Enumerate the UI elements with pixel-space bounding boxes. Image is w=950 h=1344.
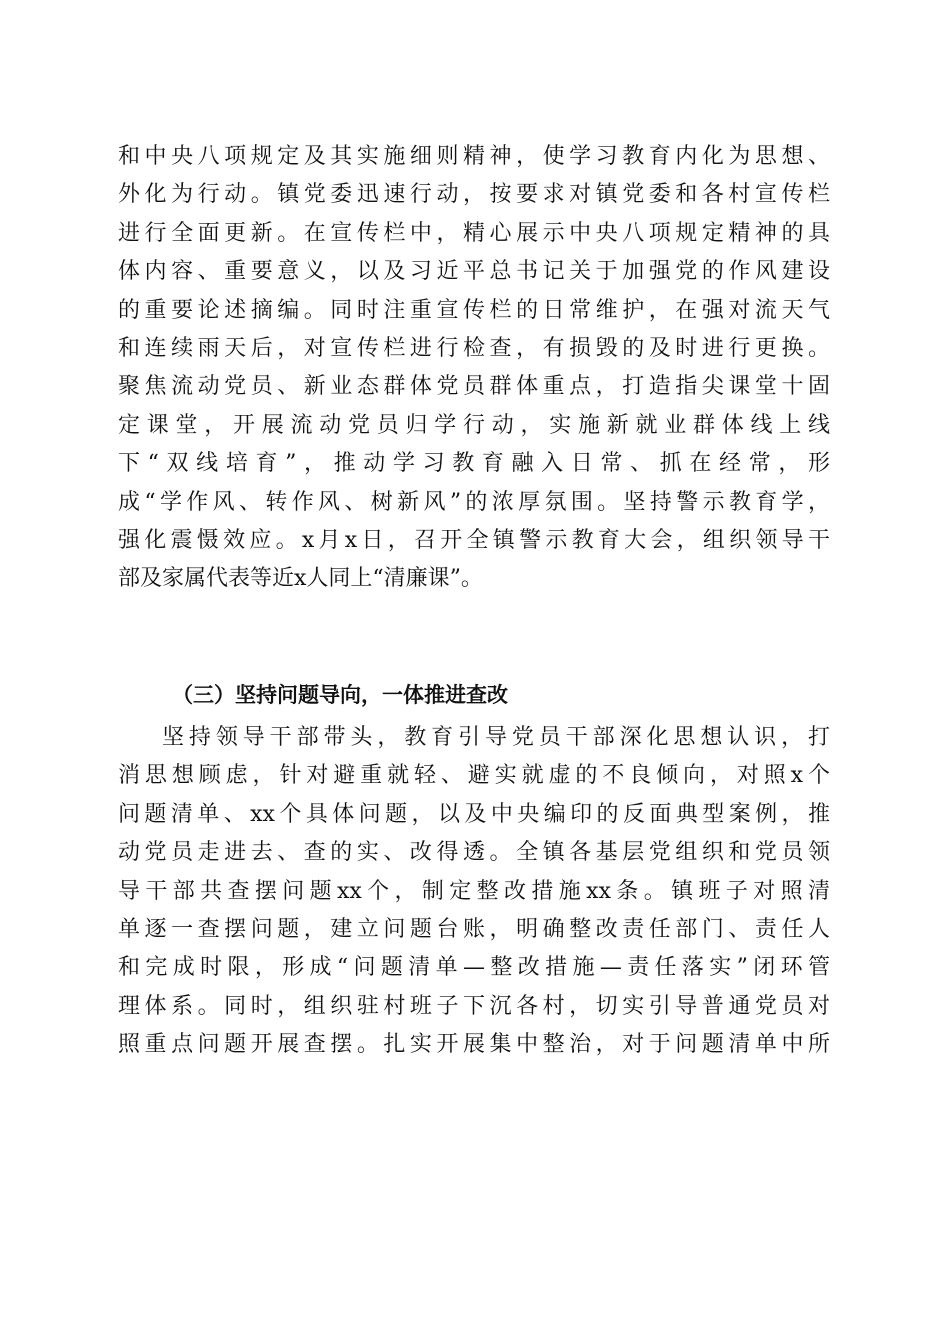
paragraph-1-line: 和连续雨天后，对宣传栏进行检查，有损毁的及时进行更换。 — [118, 335, 830, 361]
paragraph-1-line: 的重要论述摘编。同时注重宣传栏的日常维护，在强对流天气 — [118, 297, 830, 323]
paragraph-2-line: 和完成时限，形成“问题清单—整改措施—责任落实”闭环管 — [118, 955, 830, 981]
paragraph-1-line: 和中央八项规定及其实施细则精神，使学习教育内化为思想、 — [118, 144, 830, 169]
paragraph-1-line: 聚焦流动党员、新业态群体党员群体重点，打造指尖课堂十固 — [118, 374, 830, 400]
paragraph-1-line: 下“双线培育”，推动学习教育融入日常、抓在经常，形 — [118, 451, 830, 477]
paragraph-2-line: 消思想顾虑，针对避重就轻、避实就虚的不良倾向，对照x个 — [118, 763, 830, 789]
paragraph-2-line: 导干部共查摆问题xx个，制定整改措施xx条。镇班子对照清 — [118, 878, 830, 904]
paragraph-2-line: 照重点问题开展查摆。扎实开展集中整治，对于问题清单中所 — [118, 1032, 830, 1058]
paragraph-2-line: 动党员走进去、查的实、改得透。全镇各基层党组织和党员领 — [118, 840, 830, 866]
paragraph-1-line: 成“学作风、转作风、树新风”的浓厚氛围。坚持警示教育学， — [118, 489, 830, 515]
paragraph-2 — [118, 719, 830, 1065]
paragraph-2-line: 问题清单、xx个具体问题，以及中央编印的反面典型案例，推 — [118, 801, 830, 827]
section-heading: （三）坚持问题导向，一体推进查改 — [172, 683, 508, 707]
paragraph-2-line: 单逐一查摆问题，建立问题台账，明确整改责任部门、责任人 — [118, 916, 830, 942]
paragraph-1-line: 外化为行动。镇党委迅速行动，按要求对镇党委和各村宣传栏 — [118, 182, 830, 208]
paragraph-1-line: 强化震慑效应。x月x日，召开全镇警示教育大会，组织领导干 — [118, 527, 830, 553]
paragraph-1-line: 部及家属代表等近x人同上“清廉课”。 — [118, 566, 483, 592]
paragraph-1-line: 定课堂，开展流动党员归学行动，实施新就业群体线上线 — [118, 412, 830, 438]
paragraph-1-line: 体内容、重要意义，以及习近平总书记关于加强党的作风建设 — [118, 259, 830, 285]
paragraph-2-line: 坚持领导干部带头，教育引导党员干部深化思想认识，打 — [162, 725, 830, 750]
paragraph-1-line: 进行全面更新。在宣传栏中，精心展示中央八项规定精神的具 — [118, 220, 830, 246]
paragraph-1 — [118, 138, 830, 599]
paragraph-2-line: 理体系。同时，组织驻村班子下沉各村，切实引导普通党员对 — [118, 993, 830, 1019]
